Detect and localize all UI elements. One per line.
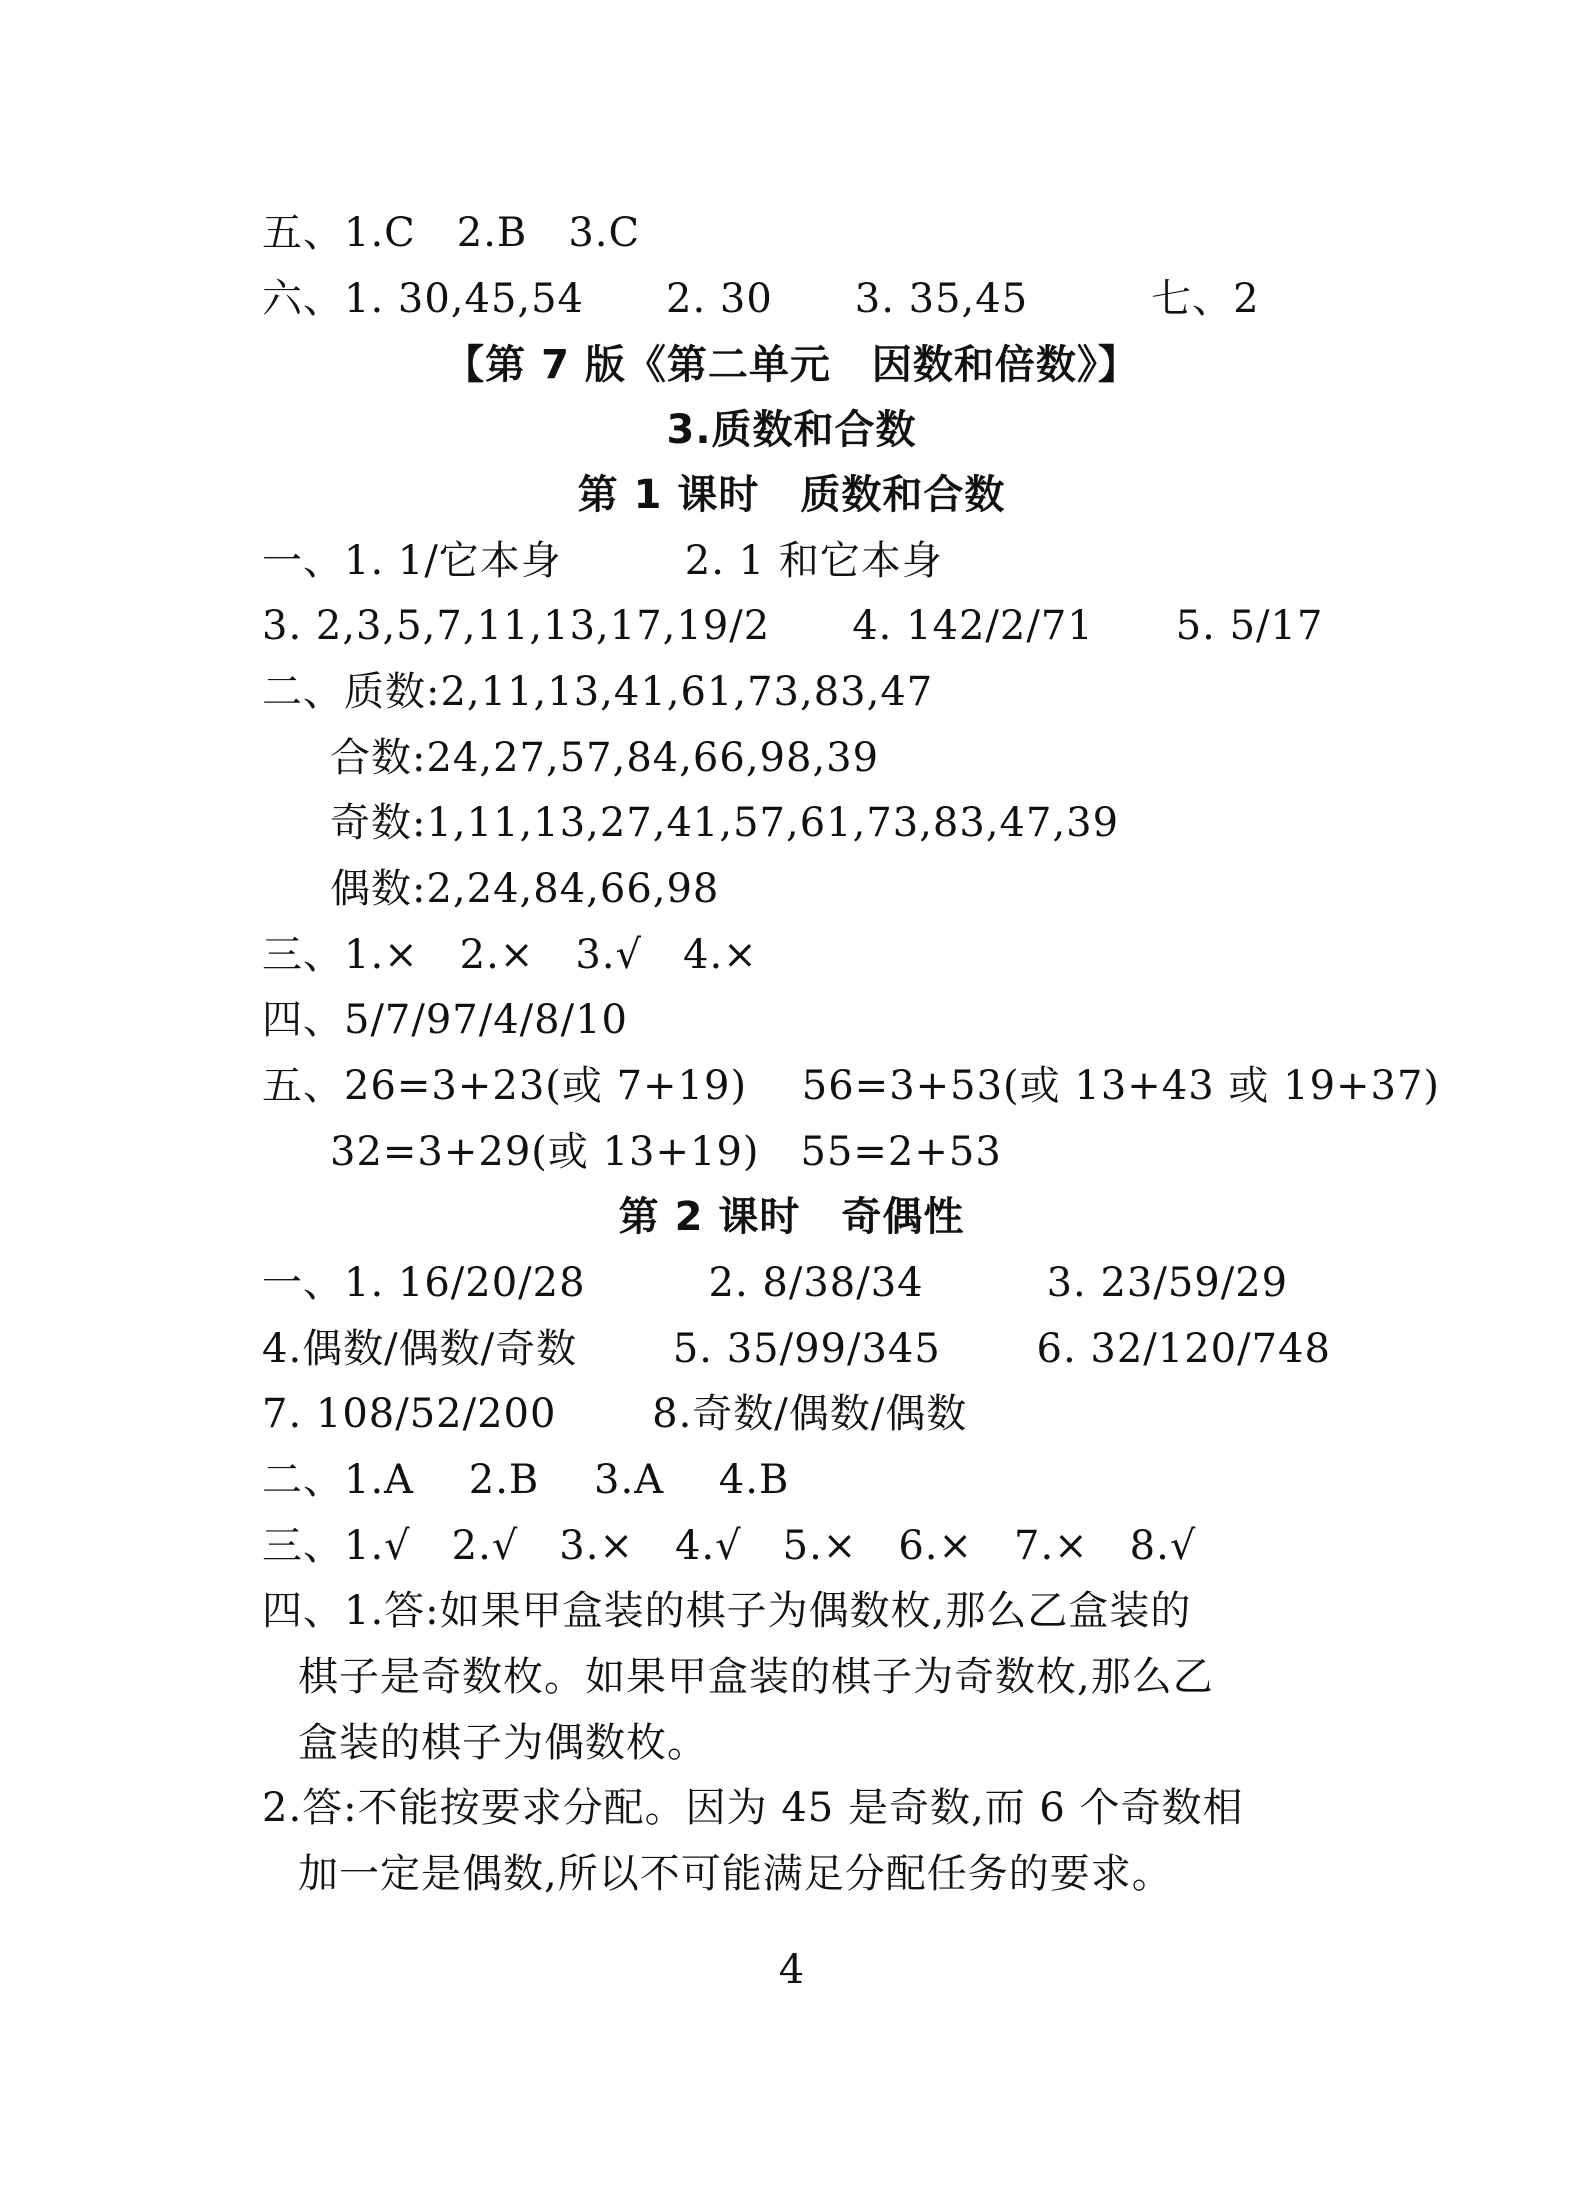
lesson-1-title: 第 1 课时 质数和合数	[577, 472, 1006, 518]
answer-line: 32=3+29(或 13+19) 55=2+53	[330, 1129, 1002, 1175]
answer-line: 7. 108/52/200 8.奇数/偶数/偶数	[262, 1391, 968, 1437]
answer-line: 4.偶数/偶数/奇数 5. 35/99/345 6. 32/120/748	[262, 1326, 1331, 1372]
answer-line: 奇数:1,11,13,27,41,57,61,73,83,47,39	[330, 800, 1120, 846]
unit-title: 【第 7 版《第二单元 因数和倍数》】	[444, 342, 1139, 388]
answer-line: 三、1.√ 2.√ 3.× 4.√ 5.× 6.× 7.× 8.√	[262, 1523, 1197, 1569]
answer-line: 3. 2,3,5,7,11,13,17,19/2 4. 142/2/71 5. 5/17	[262, 603, 1324, 649]
answer-line: 2.答:不能按要求分配。因为 45 是奇数,而 6 个奇数相	[262, 1785, 1244, 1831]
answer-line: 合数:24,27,57,84,66,98,39	[330, 735, 880, 781]
lesson-2-title: 第 2 课时 奇偶性	[618, 1194, 965, 1240]
answer-line-section-5: 五、1.C 2.B 3.C	[262, 210, 641, 256]
chapter-title: 3.质数和合数	[666, 407, 917, 453]
answer-line: 一、1. 1/它本身 2. 1 和它本身	[262, 538, 943, 584]
page-number: 4	[778, 1947, 805, 1993]
answer-line: 一、1. 16/20/28 2. 8/38/34 3. 23/59/29	[262, 1260, 1289, 1306]
answer-line: 偶数:2,24,84,66,98	[330, 866, 720, 912]
answer-line: 棋子是奇数枚。如果甲盒装的棋子为奇数枚,那么乙	[298, 1654, 1214, 1700]
answer-line: 四、1.答:如果甲盒装的棋子为偶数枚,那么乙盒装的	[262, 1588, 1192, 1634]
answer-line: 五、26=3+23(或 7+19) 56=3+53(或 13+43 或 19+37)	[262, 1063, 1441, 1109]
answer-line: 三、1.× 2.× 3.√ 4.×	[262, 932, 758, 978]
answer-line: 二、1.A 2.B 3.A 4.B	[262, 1457, 790, 1503]
answer-line: 四、5/7/97/4/8/10	[262, 997, 628, 1043]
answer-line: 加一定是偶数,所以不可能满足分配任务的要求。	[298, 1851, 1173, 1897]
answer-line-section-6-7: 六、1. 30,45,54 2. 30 3. 35,45 七、2	[262, 276, 1260, 322]
answer-line: 盒装的棋子为偶数枚。	[298, 1720, 708, 1766]
answer-line: 二、质数:2,11,13,41,61,73,83,47	[262, 669, 934, 715]
